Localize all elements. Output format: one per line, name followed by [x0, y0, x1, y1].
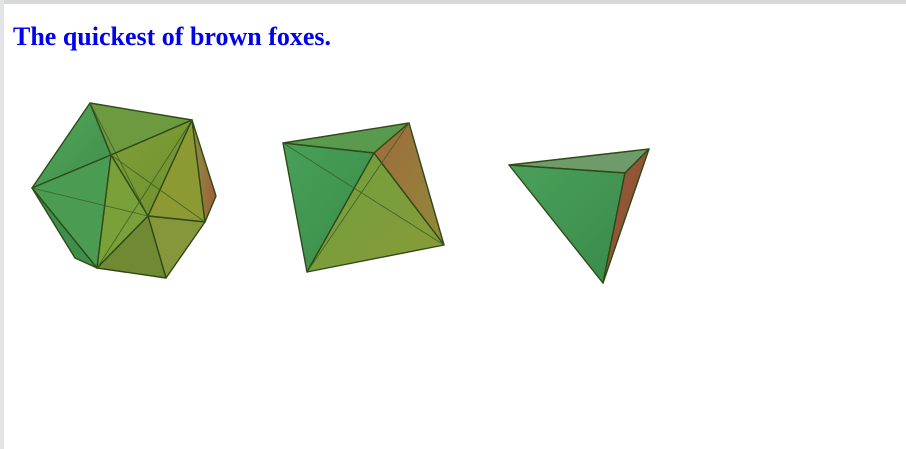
octahedron-icon	[270, 110, 460, 290]
icosahedron-icon	[0, 80, 240, 300]
page-heading: The quickest of brown foxes.	[13, 22, 332, 51]
tetrahedron-icon	[500, 140, 660, 290]
top-border	[0, 0, 906, 4]
